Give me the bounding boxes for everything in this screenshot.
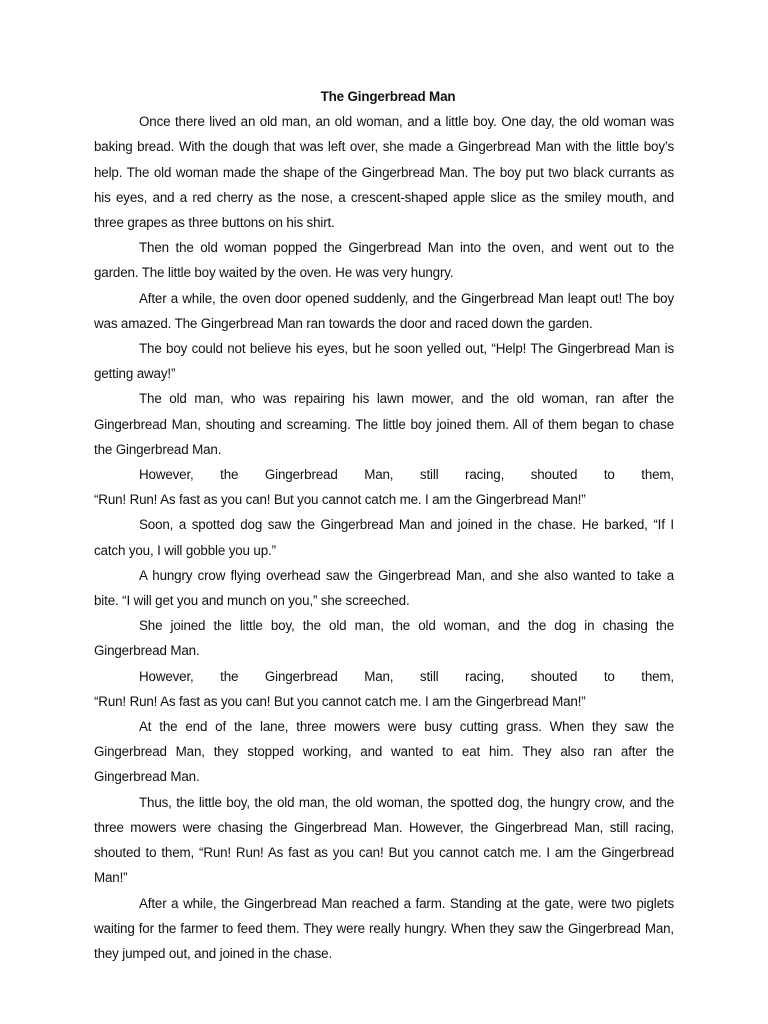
document-title: The Gingerbread Man [320,89,456,104]
paragraph: Thus, the little boy, the old man, the old woman, the spotted dog, the hungry crow, and the three mowers were chasing the Gingerbread Man. However, the Gingerbread Man, still racing, shouted to them, “Run! Run! As fast as you can! But you cannot catch me. I am the Gingerbread Man!” [94,794,674,886]
paragraph: Then the old woman popped the Gingerbread Man into the oven, and went out to the garden. The little boy waited by the oven. He was very hungry. [94,240,674,281]
paragraph: At the end of the lane, three mowers were busy cutting grass. When they saw the Gingerbread Man, they stopped working, and wanted to eat him. They also ran after the Gingerbread Man. [94,719,674,785]
paragraph: Soon, a spotted dog saw the Gingerbread Man and joined in the chase. He barked, “If I catch you, I will gobble you up.” [94,517,674,558]
paragraph: She joined the little boy, the old man, the old woman, and the dog in chasing the Gingerbread Man. [94,618,674,659]
paragraph: After a while, the oven door opened suddenly, and the Gingerbread Man leapt out! The boy was amazed. The Gingerbread Man ran towards the door and raced down the garden. [94,290,674,331]
paragraph: However, the Gingerbread Man, still racing, shouted to them, [139,668,674,684]
paragraph: “Run! Run! As fast as you can! But you cannot catch me. I am the Gingerbread Man!” [94,492,586,508]
paragraph: The boy could not believe his eyes, but he soon yelled out, “Help! The Gingerbread Man is getting away!” [94,341,674,382]
paragraph: Once there lived an old man, an old woman, and a little boy. One day, the old woman was baking bread. With the dough that was left over, she made a Gingerbread Man with the little boy’s help. The old woman made the shape of the Gingerbread Man. The boy put two black currants as his eyes, and a red cherry as the nose, a crescent-shaped apple slice as the smiley mouth, and three grapes as three buttons on his shirt. [94,114,674,231]
paragraph: However, the Gingerbread Man, still racing, shouted to them, [139,467,674,483]
paragraph: “Run! Run! As fast as you can! But you cannot catch me. I am the Gingerbread Man!” [94,693,586,709]
paragraph: The old man, who was repairing his lawn mower, and the old woman, ran after the Gingerbread Man, shouting and screaming. The little boy joined them. All of them began to chase the Gingerbread Man. [94,391,674,457]
paragraph: After a while, the Gingerbread Man reached a farm. Standing at the gate, were two piglets waiting for the farmer to feed them. They were really hungry. When they saw the Gingerbread Man, they jumped out, and joined in the chase. [94,895,674,961]
document-page [94,84,674,966]
paragraph: A hungry crow flying overhead saw the Gingerbread Man, and she also wanted to take a bite. “I will get you and munch on you,” she screeched. [94,567,674,609]
